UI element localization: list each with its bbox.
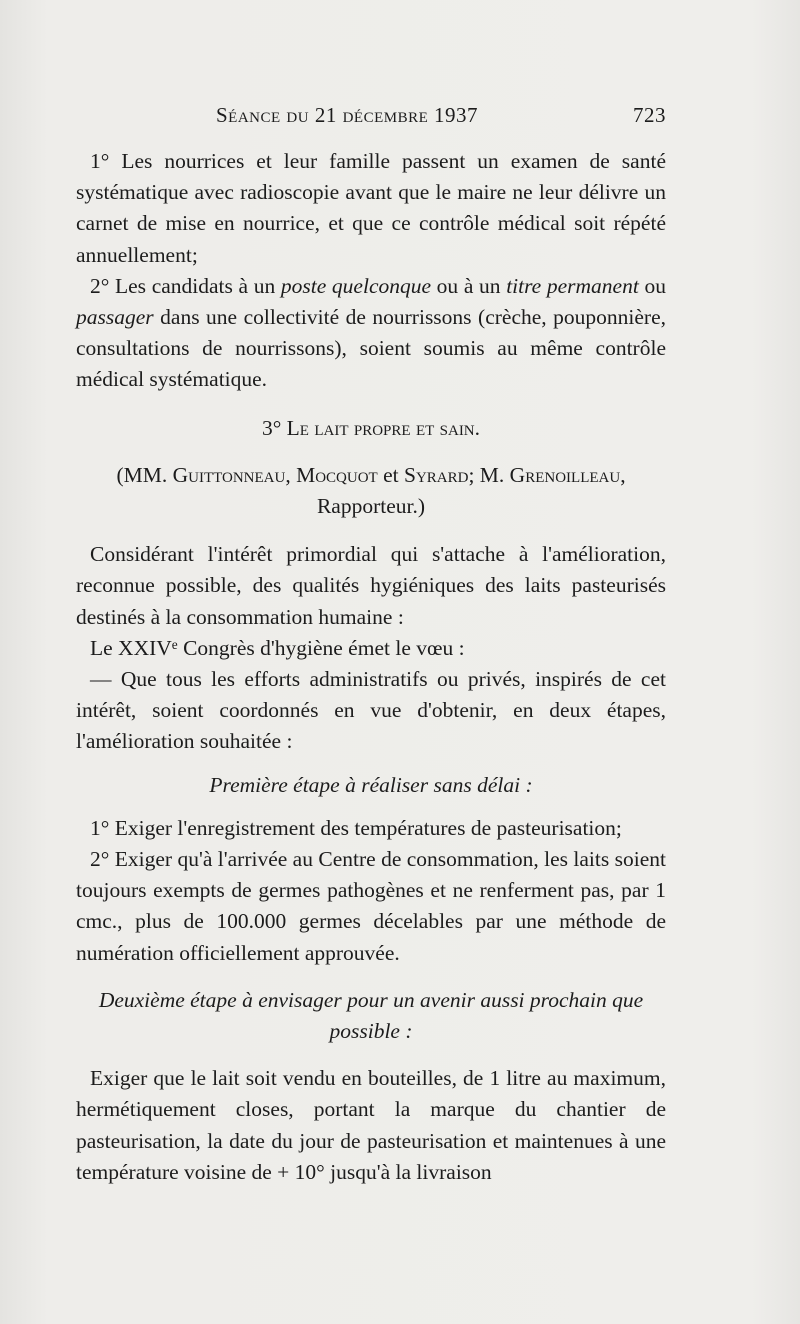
text-span: Le XXIV <box>90 635 172 660</box>
author-name: Syrard <box>403 462 469 487</box>
paragraph-nurses: 1° Les nourrices et leur famille passent un examen de santé systématique avec radioscopie avant que le maire ne leur délivre un carnet de mise en nourrice, et que ce contrôle médical soit répété annuellement; <box>76 149 666 267</box>
paragraph-stage-two: Exiger que le lait soit vendu en bouteilles, de 1 litre au maximum, hermétiquement closes, portant la marque du chantier de pasteurisation, la date du jour de pasteurisation et maintenues à une température voisine de + 10° jusqu'à la livraison <box>76 1066 666 1184</box>
italic-span: passager <box>76 305 154 330</box>
text-span: ; M. <box>468 462 510 487</box>
paragraph-efforts: — Que tous les efforts administratifs ou privés, inspirés de cet intérêt, soient coordonnés en vue d'obtenir, en deux étapes, l'amélioration souhaitée : <box>76 667 666 754</box>
stage-one-heading: Première étape à réaliser sans délai : <box>209 772 533 797</box>
paragraph-congress <box>76 633 666 664</box>
paragraph-stage-one-item-1: 1° Exiger l'enregistrement des températures de pasteurisation; <box>90 815 622 840</box>
italic-span: titre permanent <box>506 273 639 298</box>
text-span: et <box>377 462 404 487</box>
stage-two-heading: Deuxième étape à envisager pour un avenir aussi prochain que possible : <box>98 987 644 1044</box>
text-span: 2° Les candidats à un <box>90 273 281 298</box>
author-names: Guittonneau, Mocquot <box>172 462 378 487</box>
authors-line <box>76 460 666 522</box>
paragraph-considering: Considérant l'intérêt primordial qui s'attache à l'amélioration, reconnue possible, des qualités hygiéniques des laits pasteurisés destinés à la consommation humaine : <box>76 542 666 629</box>
page-number: 723 <box>633 103 666 127</box>
body-text <box>76 146 666 1188</box>
paragraph-stage-one-item-2: 2° Exiger qu'à l'arrivée au Centre de consommation, les laits soient toujours exempts de germes pathogènes et ne renferment pas, par 1 cmc., plus de 100.000 germes décelables par une méthode de numération officiellement approuvée. <box>76 847 666 965</box>
text-span: Congrès d'hygiène émet le vœu : <box>177 635 465 660</box>
text-span: ou <box>638 273 666 298</box>
italic-span: poste quelconque <box>280 273 432 298</box>
rapporteur-name: Grenoilleau <box>509 462 621 487</box>
text-span: , Rapporteur.) <box>316 462 626 519</box>
text-span: dans une collectivité de nourrissons (crèche, pouponnière, consultations de nourrissons), soient soumis au même contrôle médical systématique. <box>76 305 666 392</box>
session-title: Séance du 21 décembre 1937 <box>216 103 479 127</box>
text-span: ou à un <box>431 273 507 298</box>
section-heading: 3° Le lait propre et sain. <box>261 415 481 440</box>
superscript: e <box>171 636 178 652</box>
text-span: (MM. <box>116 462 173 487</box>
paragraph-candidates <box>76 271 666 396</box>
